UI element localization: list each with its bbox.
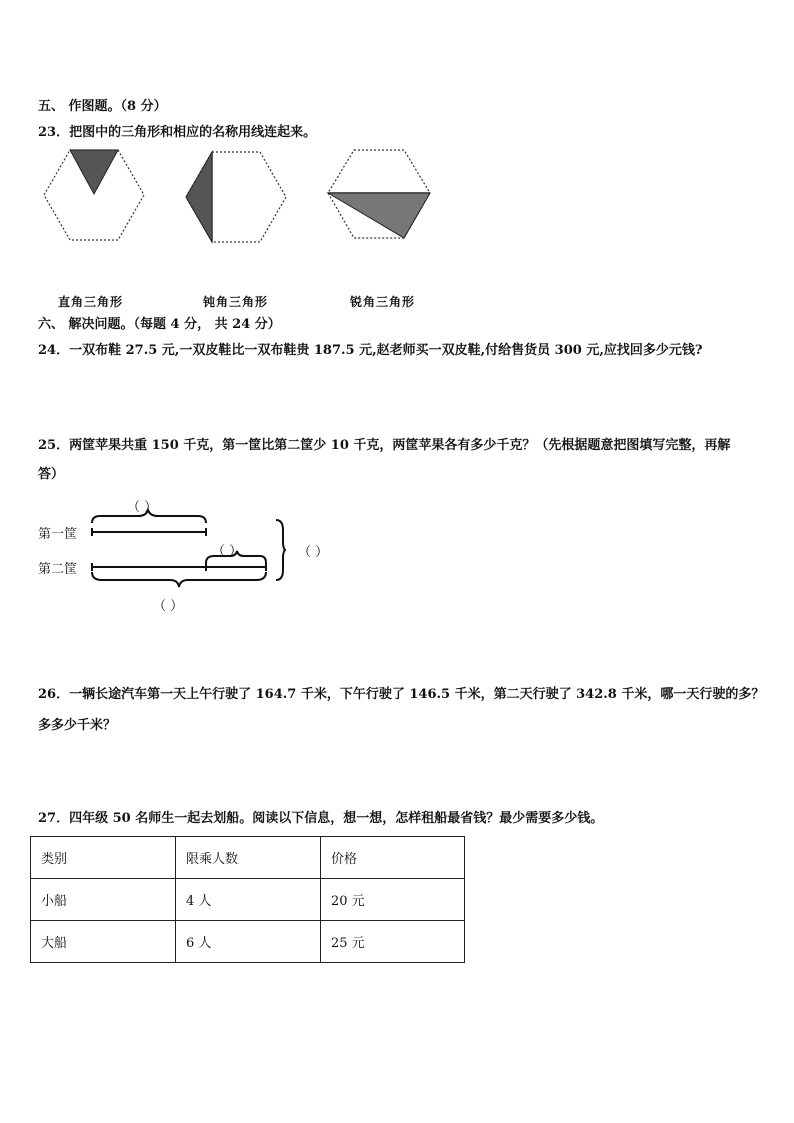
blank-total: （ ） (298, 545, 329, 560)
label-obtuse-triangle: 钝角三角形 (203, 295, 269, 309)
hexagon-figure-2 (182, 150, 290, 244)
question-25-line-1: 25．两筐苹果共重 150 千克，第一筐比第二筐少 10 千克，两筐苹果各有多少千克？（先根据题意把图填写完整，再解 (38, 438, 731, 453)
label-acute-triangle: 锐角三角形 (350, 295, 416, 309)
label-right-triangle: 直角三角形 (58, 295, 124, 309)
section-6-heading: 六、 解决问题。（每题 4 分， 共 24 分） (38, 317, 281, 332)
second-basket-label: 第二筐 (38, 562, 78, 577)
boat-rental-table (30, 836, 465, 963)
cell-category: 大船 (31, 921, 176, 963)
cell-category: 小船 (31, 879, 176, 921)
question-25-line-2: 答） (38, 467, 65, 482)
table-row (31, 921, 465, 963)
cell-capacity: 4 人 (176, 879, 321, 921)
hexagon-figure-1 (40, 148, 148, 242)
section-5-heading: 五、 作图题。（8 分） (38, 99, 167, 114)
cell-price: 20 元 (321, 879, 465, 921)
question-26-line-2: 多多少千米？ (38, 718, 117, 733)
question-27-text: 27．四年级 50 名师生一起去划船。阅读以下信息，想一想，怎样租船最省钱？最少需要多少钱。 (38, 811, 604, 826)
blank-difference: （ ） (212, 544, 243, 559)
question-26-line-1: 26．一辆长途汽车第一天上午行驶了 164.7 千米，下午行驶了 146.5 千米，第二天行驶了 342.8 千米，哪一天行驶的多？ (38, 687, 765, 702)
table-row (31, 879, 465, 921)
blank-first-basket: （ ） (127, 500, 158, 515)
question-24-text: 24．一双布鞋 27.5 元,一双皮鞋比一双布鞋贵 187.5 元,赵老师买一双皮鞋,付给售货员 300 元,应找回多少元钱? (38, 343, 703, 358)
header-category: 类别 (31, 837, 176, 879)
hexagon-figure-3 (324, 148, 434, 242)
header-capacity: 限乘人数 (176, 837, 321, 879)
blank-second-basket: （ ） (153, 599, 184, 614)
cell-price: 25 元 (321, 921, 465, 963)
cell-capacity: 6 人 (176, 921, 321, 963)
segment-diagram (86, 508, 286, 588)
header-price: 价格 (321, 837, 465, 879)
first-basket-label: 第一筐 (38, 527, 78, 542)
question-23-text: 23．把图中的三角形和相应的名称用线连起来。 (38, 125, 317, 140)
table-header-row (31, 837, 465, 879)
